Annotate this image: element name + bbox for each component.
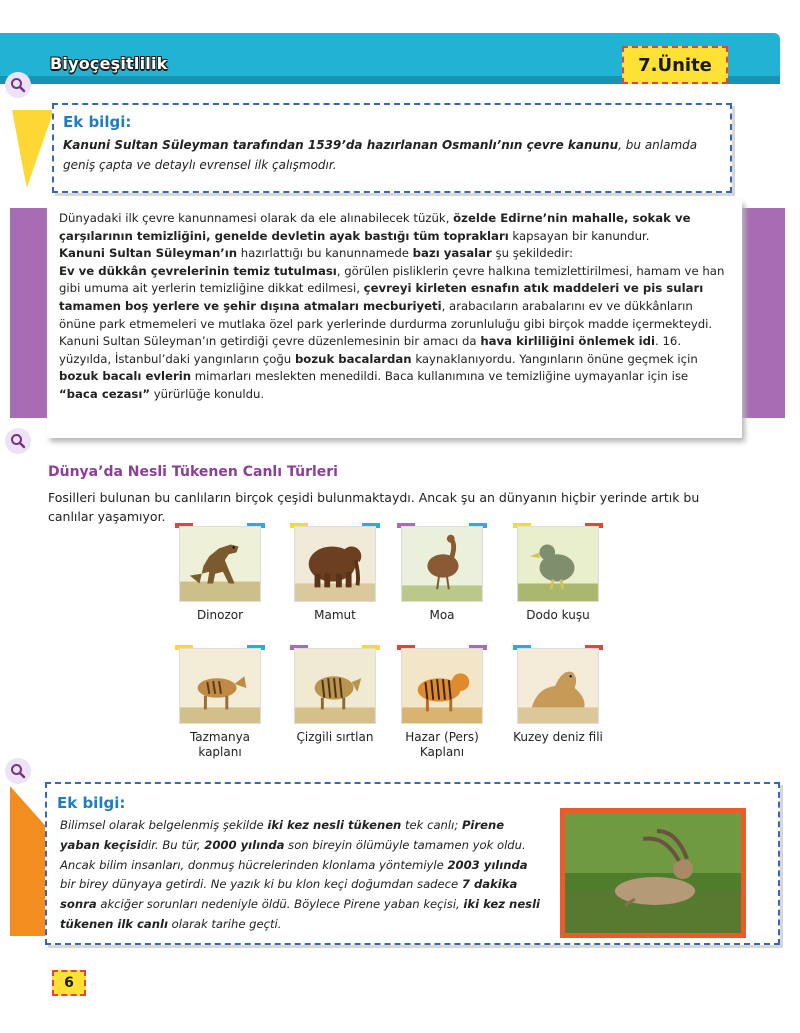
animal-card — [175, 526, 265, 623]
animal-name: Çizgili sırtlan — [296, 730, 374, 744]
ek-bilgi-text — [63, 135, 723, 175]
animal-name: Dinozor — [196, 608, 244, 622]
animal-name: Hazar (Pers) Kaplanı — [405, 730, 479, 759]
purple-side-band — [10, 208, 50, 418]
dodo-image — [517, 526, 599, 602]
animal-name: Mamut — [314, 608, 356, 622]
moa-image — [401, 526, 483, 602]
animal-card — [175, 648, 265, 760]
magnifier-icon[interactable] — [5, 428, 31, 454]
chapter-title: Biyoçeşitlilik — [50, 54, 168, 73]
animal-card — [290, 648, 380, 745]
ek-bilgi-title: Ek bilgi: — [57, 794, 126, 812]
caspian-tiger-image — [401, 648, 483, 724]
page-number: 6 — [52, 970, 86, 996]
paragraph: Ev ve dükkân çevrelerinin temiz tutulması, görülen pisliklerin çevre halkına temizlettirilmesi, hamam ve han gibi umuma ait yerlerin temizliğine dikkat edilmesi, çevreyi kirleten esnafın atık maddeleri ve pis suları tamamen boş yerlere ve şehir dışına atmaları mecburiyeti, arabacıların arabalarını ev ve dükkânların önüne park etmemeleri ve mutlaka özel park yerlerinde durdurma zorunluluğu gibi birçok madde içermekteydi. — [59, 263, 725, 331]
ek-bilgi-text: Bilimsel olarak belgelenmiş şekilde iki kez nesli tükenen tek canlı; Pirene yaban keçisidir. Bu tür, 2000 yılında son bireyin ölümüyle tamamen yok oldu. Ancak bilim insanları, donmuş hücrelerinden klonlama yöntemiyle 2003 yılında bir birey dünyaya getirdi. Ne yazık ki bu klon keçi doğumdan sadece 7 dakika sonra akciğer sorunları nedeniyle öldü. Böylece Pirene yaban keçisi, iki kez nesli tükenen ilk canlı olarak tarihe geçti. — [60, 818, 541, 931]
ek-bilgi-rest: , bu anlamda geniş çapta ve detaylı evrensel ilk çalışmodır. — [63, 138, 698, 172]
paragraph: Dünyadaki ilk çevre kanunnamesi olarak da ele alınabilecek tüzük, özelde Edirne’nin mahalle, sokak ve çarşılarının temizliğini, genelde devletin ayak bastığı tüm toprakları kapsayan bir kanundur. — [59, 211, 691, 243]
elephant-seal-image — [517, 648, 599, 724]
paragraph: Kanuni Sultan Süleyman’ın getirdiği çevre düzenlemesinin bir amacı da hava kirliliğini önlemek idi. 16. yüzyılda, İstanbul’daki yangınların çoğu bozuk bacalardan kaynaklanıyordu. Yangınların önüne geçmek için bozuk bacalı evlerin mimarları meslekten menedildi. Baca kullanımına ve temizliğine uymayanlar için ise “baca cezası” yürürlüğe konuldu. — [59, 334, 698, 401]
thylacine-image — [179, 648, 261, 724]
animal-name: Moa — [429, 608, 455, 622]
animal-card — [513, 526, 603, 623]
animal-name: Tazmanya kaplanı — [189, 730, 251, 759]
animal-card — [290, 526, 380, 623]
animal-card — [513, 648, 603, 745]
purple-side-band — [735, 208, 785, 418]
magnifier-icon[interactable] — [5, 72, 31, 98]
yellow-triangle — [12, 110, 54, 188]
animal-card — [397, 526, 487, 623]
animal-name: Kuzey deniz fili — [513, 730, 603, 744]
section-intro: Fosilleri bulunan bu canlıların birçok çeşidi bulunmaktaydı. Ancak şu an dünyanın hiçbir yerinde artık bu canlılar yaşamıyor. — [48, 490, 700, 524]
mammoth-image — [294, 526, 376, 602]
dinosaur-image — [179, 526, 261, 602]
magnifier-icon[interactable] — [5, 758, 31, 784]
pyrenean-ibex-photo — [560, 808, 746, 938]
striped-hyena-image — [294, 648, 376, 724]
orange-side-band — [10, 786, 50, 936]
section-title: Dünya’da Nesli Tükenen Canlı Türleri — [48, 464, 338, 480]
animal-card — [397, 648, 487, 760]
ek-bilgi-title: Ek bilgi: — [63, 113, 132, 131]
paragraph: Kanuni Sultan Süleyman’ın hazırlattığı bu kanunnamede bazı yasalar şu şekildedir: — [59, 246, 574, 261]
animal-name: Dodo kuşu — [526, 608, 590, 622]
law-content-box — [47, 200, 742, 438]
ek-bilgi-emphasis: Kanuni Sultan Süleyman tarafından 1539’da hazırlanan Osmanlı’nın çevre kanunu — [63, 138, 619, 152]
unit-badge: 7.Ünite — [622, 46, 728, 84]
